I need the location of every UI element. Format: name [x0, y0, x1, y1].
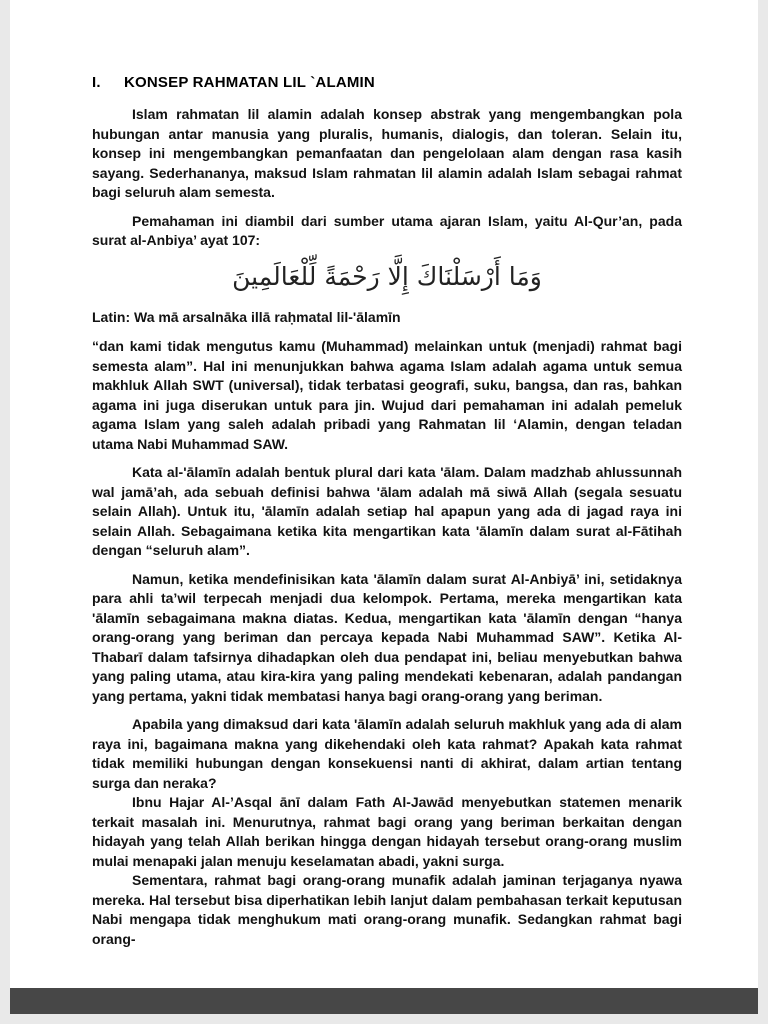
section-heading-number: I.: [92, 74, 101, 91]
paragraph-alamin-definition: Kata al-'ālamīn adalah bentuk plural dari kata 'ālam. Dalam madzhab ahlussunnah wal jamā’ah, ada sebuah definisi bahwa 'ālam adalah mā siwā Allah (segala sesuatu selain Allah). Untuk itu, 'ālamīn adalah setiap hal apapun yang ada di jagad raya ini selain Allah. Sebagaimana ketika kita mengartikan kata 'ālamīn dalam surat al-Fātihah dengan “seluruh alam”.: [92, 464, 682, 558]
document-page: [10, 0, 758, 988]
paragraph-translation: “dan kami tidak mengutus kamu (Muhammad) melainkan untuk (menjadi) rahmat bagi semesta alam”. Hal ini menunjukkan bahwa agama Islam adalah agama untuk semua makhluk Allah SWT (universal), tidak terbatasi geografi, suku, bangsa, dan ras, bahkan agama ini juga diserukan untuk para jin. Wujud dari pemahaman ini adalah pemeluk agama Islam yang saleh adalah pribadi yang Rahmatan lil ‘Alamin, dengan teladan utama Nabi Muhammad SAW.: [92, 338, 682, 452]
section-heading-title: KONSEP RAHMATAN LIL `ALAMIN: [124, 74, 375, 91]
paragraph-munafik: Sementara, rahmat bagi orang-orang munafik adalah jaminan terjaganya nyawa mereka. Hal tersebut bisa diperhatikan lebih lanjut dalam pembahasan terkait keputusan Nabi mengapa tidak menghukum mati orang-orang munafik. Sedangkan rahmat bagi orang-: [92, 872, 682, 947]
latin-transliteration: Latin: Wa mā arsalnāka illā raḥmatal lil-'ālamīn: [92, 308, 401, 325]
paragraph-ibnu-hajar: Ibnu Hajar Al-’Asqal ānī dalam Fath Al-Jawād menyebutkan statemen menarik terkait masalah ini. Menurutnya, rahmat bagi orang yang beriman berkaitan dengan hidayah yang telah Allah berikan hingga dengan hidayah tersebut orang-orang muslim mulai menapaki jalan menuju keselamatan abadi, yakni surga.: [92, 794, 682, 869]
section-heading: [92, 74, 682, 91]
paragraph-source: Pemahaman ini diambil dari sumber utama ajaran Islam, yaitu Al-Qur’an, pada surat al-Anbiya’ ayat 107:: [92, 212, 682, 248]
paragraph-intro: Islam rahmatan lil alamin adalah konsep abstrak yang mengembangkan pola hubungan antar manusia yang pluralis, humanis, dialogis, dan toleran. Selain itu, konsep ini mengembangkan pemanfaatan dan pengelolaan alam dengan rasa kasih sayang. Sederhananya, maksud Islam rahmatan lil alamin adalah Islam sebagai rahmat bagi seluruh alam semesta.: [92, 106, 682, 200]
paragraph-two-groups: Namun, ketika mendefinisikan kata 'ālamīn dalam surat Al-Anbiyā’ ini, setidaknya para ahli ta’wil terpecah menjadi dua kelompok. Pertama, mereka mengartikan kata 'ālamīn sebagaimana makna diatas. Kedua, mengartikan kata 'ālamīn dengan “hanya orang-orang yang beriman dan percaya kepada Nabi Muhammad SAW”. Ketika Al-Thabarī dalam tafsirnya dihadapkan oleh dua pendapat ini, beliau menyebutkan bahwa yang paling utama, atau kira-kira yang paling mendekati kebenaran, adalah pandangan yang pertama, yakni tidak membatasi hanya bagi orang-orang yang beriman.: [92, 570, 682, 704]
page-gap: [10, 988, 758, 1014]
arabic-verse: وَمَا أَرْسَلْنَاكَ إِلَّا رَحْمَةً لِّلْعَالَمِينَ: [232, 261, 542, 291]
paragraph-rahmat-question: Apabila yang dimaksud dari kata 'ālamīn adalah seluruh makhluk yang ada di alam raya ini, bagaimana makna yang dikehendaki oleh kata rahmat? Apakah kata rahmat tidak memiliki hubungan dengan konsekuensi nanti di akhirat, dalam artian tentang surga dan neraka?: [92, 716, 682, 791]
